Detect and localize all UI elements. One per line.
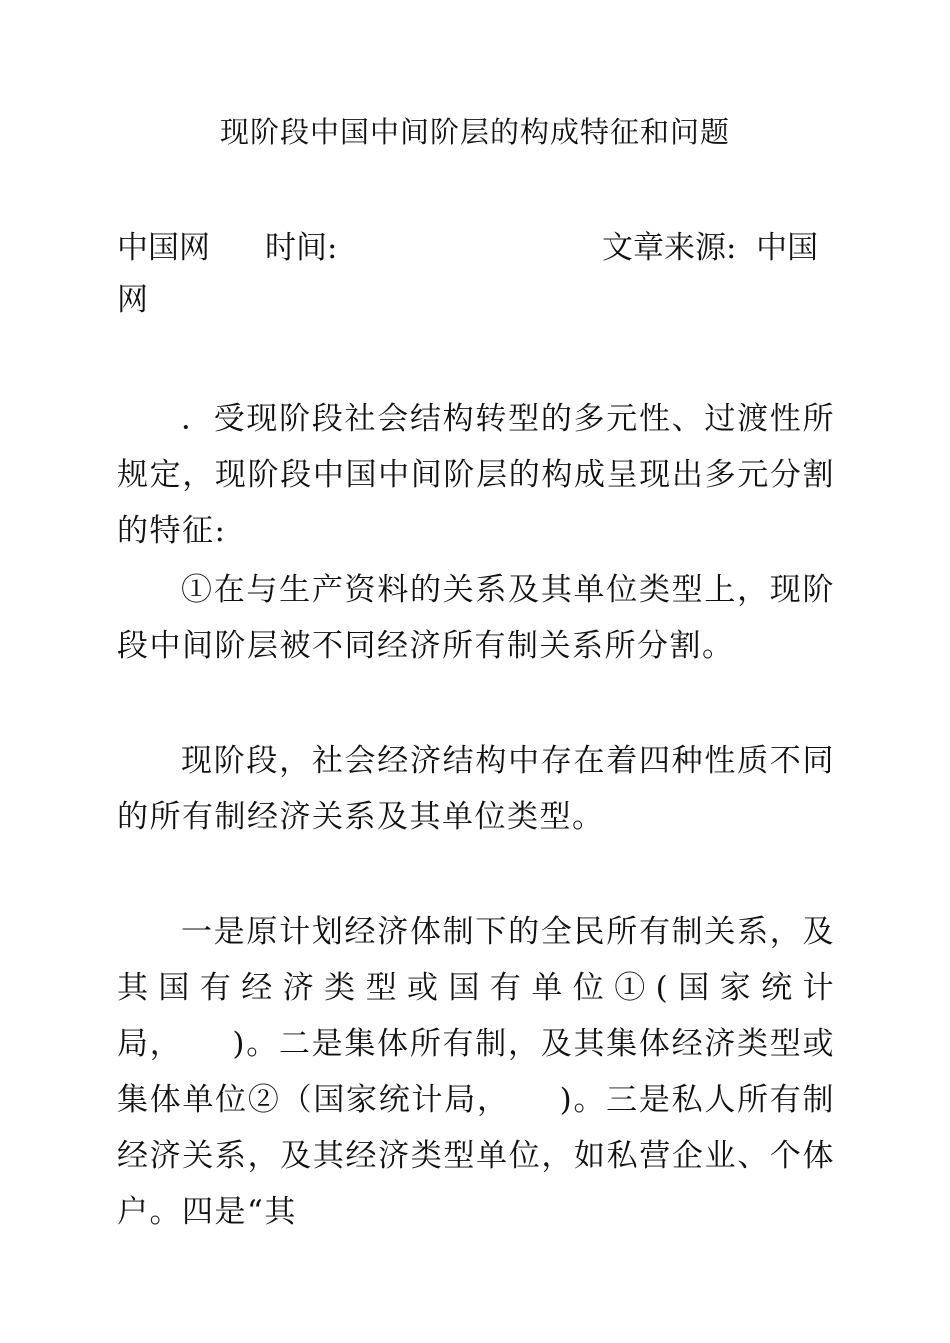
paragraph-text: ．受现阶段社会结构转型的多元性、过渡性所规定，现阶段中国中间阶层的构成呈现出多元分割的特征: bbox=[117, 401, 835, 549]
meta-source-value-cont: 网 bbox=[117, 282, 148, 318]
paragraph-text: 一是原计划经济体制下的全民所有制关系，及其国有经济类型或国有单位①(国家统计局， )。二是集体所有制，及其集体经济类型或集体单位②（国家统计局， )。三是私人所有制经济关系，及其经济类型单位，如私营企业、个体户。四是“其 bbox=[117, 914, 835, 1230]
meta-row bbox=[117, 222, 835, 318]
meta-site: 中国网 bbox=[117, 230, 210, 266]
meta-source-value: 中国 bbox=[756, 230, 819, 266]
meta-source-label: 文章来源: bbox=[602, 230, 737, 266]
paragraph-text: ①在与生产资料的关系及其单位类型上，现阶段中间阶层被不同经济所有制关系所分割。 bbox=[117, 572, 835, 664]
meta-source bbox=[602, 222, 818, 274]
body-paragraph bbox=[117, 733, 835, 845]
meta-time-label: 时间: bbox=[265, 230, 338, 266]
article-meta bbox=[117, 222, 835, 318]
body-paragraph bbox=[117, 904, 835, 1240]
body-paragraph bbox=[117, 562, 835, 674]
document-title: 现阶段中国中间阶层的构成特征和问题 bbox=[219, 115, 730, 149]
paragraph-text: 现阶段，社会经济结构中存在着四种性质不同的所有制经济关系及其单位类型。 bbox=[117, 743, 835, 835]
body-paragraph bbox=[117, 391, 835, 559]
